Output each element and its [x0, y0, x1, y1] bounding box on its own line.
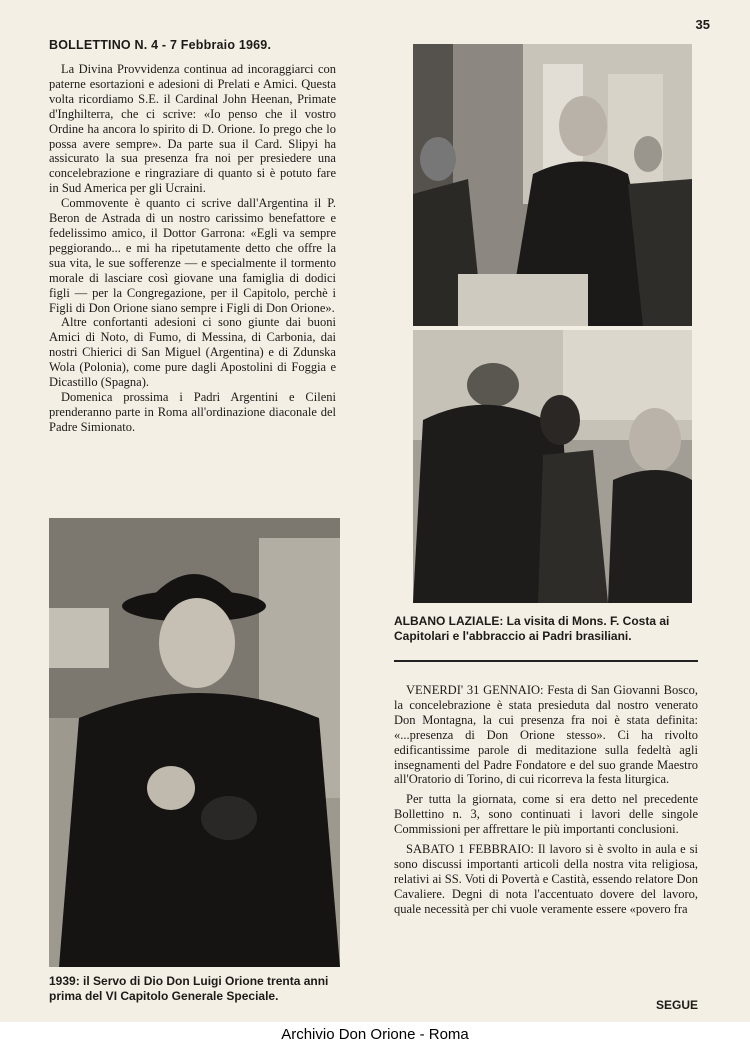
entry-text: Festa di San Giovanni Bosco, la concelebrazione è stata presieduta dal nostro venerato Don Montagna, la cui presenza fra noi è stata definita: «...presenza di Don Orione stesso». Ci ha rivolto edificantissime parole di meditazione sulla fedeltà agli insegnamenti del Padre Fondatore e del suo grande Maestro all'Oratorio di Torino, di cui ricorreva la festa liturgica. [394, 683, 698, 787]
photo-cardinal-greeting [413, 44, 692, 326]
paragraph-3: Altre confortanti adesioni ci sono giunte dai buoni Amici di Noto, di Fumo, di Messina, di Carbonia, dai nostri Chierici di San Miguel (Argentina) e di Zdunska Wola (Polonia), come pure dagli Apostolini di Foggia e Dicastillo (Spagna). [49, 315, 336, 390]
paragraph-2: Commovente è quanto ci scrive dall'Argentina il P. Beron de Astrada di un nostro carissimo benefattore e fedelissimo amico, il Dottor Garrona: «Egli va sempre peggiorando... e mi ha ripetutamente detto che offre la sua vita, le sue sofferenze — e specialmente il tormento morale di lasciare così giovane una famiglia di dodici figli — per la Congregazione, per il Capitolo, perchè i Figli di Don Orione siano sempre i Figli di Don Orione». [49, 196, 336, 315]
photo-embrace [413, 330, 692, 603]
photo-caption-don-orione: 1939: il Servo di Dio Don Luigi Orione trenta anni prima del VI Capitolo Generale Speciale. [49, 974, 329, 1003]
bulletin-header: BOLLETTINO N. 4 - 7 Febbraio 1969. [49, 38, 272, 52]
photo-don-orione [49, 518, 340, 967]
paragraph-4: Domenica prossima i Padri Argentini e Cileni prenderanno parte in Roma all'ordinazione diaconale del Padre Simionato. [49, 389, 336, 434]
entry-text: Il lavoro si è svolto in aula e si sono discussi importanti articoli della nostra vita religiosa, relativi ai SS. Voti di Povertà e Castità, essendo relatore Don Cavaliere. Degni di nota l'accentuato dovere del lavoro, quale necessità per chi vuole veramente essere «povero fra [394, 842, 698, 916]
archive-footer: Archivio Don Orione - Roma [281, 1026, 469, 1043]
left-column-text [49, 62, 336, 435]
entry-31-gennaio [394, 683, 698, 787]
entry-label: SABATO 1 FEBBRAIO: [406, 842, 534, 857]
entry-label: VENERDI' 31 GENNAIO: [406, 683, 544, 697]
section-divider [394, 660, 698, 662]
continued-marker: SEGUE [655, 998, 698, 1012]
photo-caption-albano: ALBANO LAZIALE: La visita di Mons. F. Costa ai Capitolari e l'abbraccio ai Padri brasiliani. [394, 614, 670, 643]
entry-1-febbraio [394, 842, 698, 917]
entry-commissioni: Per tutta la giornata, come si era detto nel precedente Bollettino n. 3, sono continuati i lavori delle singole Commissioni per affrettare le più importanti conclusioni. [394, 792, 698, 837]
right-column-text [394, 683, 698, 922]
page-number: 35 [695, 17, 710, 32]
paragraph-1: La Divina Provvidenza continua ad incoraggiarci con paterne esortazioni e adesioni di Prelati e Amici. Questa volta ricordiamo S.E. il Cardinal John Heenan, Primate d'Inghilterra, che ci scrive: «Io penso che il vostro Ordine ha ancora lo spirito di D. Orione. Io prego che lo possa avere sempre». Da parte sua il Card. Slipyi ha assicurato la sua presenza fra noi per presiedere una concelebrazione e ringraziare di quanto si è potuto fare in Sud America per gli Ucraini. [49, 62, 336, 196]
